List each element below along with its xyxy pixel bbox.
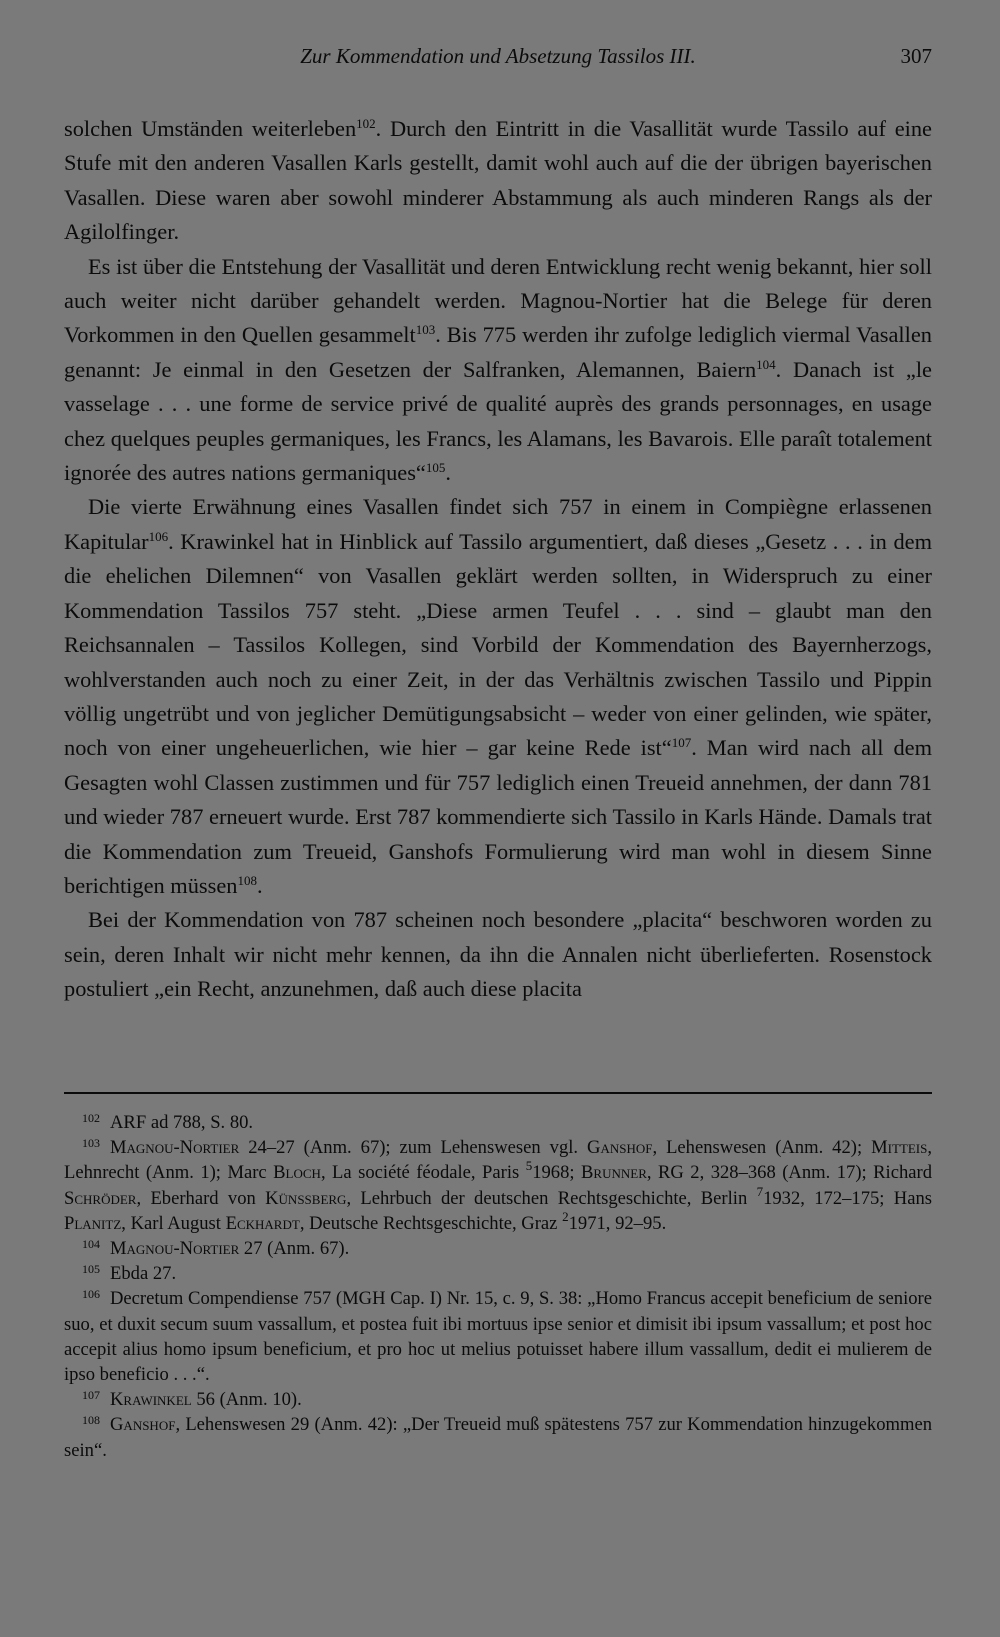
text-run: . Danach ist „le vasselage . . . une forme de service privé de qualité auprès des grands personnages, en usage chez quelques peuples germaniques, les Francs, les Alamans, les Bavarois. Elle paraît totalement ignorée des autres nations germaniques“ [64,356,932,486]
author-name: Eckhardt [225,1212,300,1234]
footnote-text: , Eberhard von [136,1187,266,1209]
author-name: Brunner [581,1162,647,1184]
footnote-102 [64,1110,932,1135]
author-name: Krawinkel [110,1389,192,1411]
author-name: Ganshof [110,1414,176,1436]
footnote-text: ARF ad 788, S. 80. [110,1112,254,1133]
footnote-108 [64,1412,932,1462]
footnote-text: 1968; [532,1162,582,1184]
footnote-ref-105[interactable]: 105 [425,460,446,476]
footnote-text: , Karl August [121,1212,226,1234]
author-name: Magnou-Nortier [110,1137,240,1159]
author-name: Mitteis [871,1137,928,1159]
footnote-ref-106[interactable]: 106 [148,528,169,544]
text-run: Die vierte Erwähnung eines Vasallen findet sich 757 in einem in Compiègne erlassenen Kapitular [64,494,932,554]
footnote-105 [64,1261,932,1286]
footnote-103 [64,1135,932,1236]
footnote-number: 108 [82,1413,100,1428]
footnote-text: , La société féodale, Paris [320,1162,526,1184]
running-title: Zur Kommendation und Absetzung Tassilos III. [300,44,696,68]
footnote-104 [64,1236,932,1261]
footnote-text: , Lehnrecht (Anm. 1); Marc [64,1137,932,1184]
paragraph-1 [64,112,932,250]
footnote-number: 104 [82,1237,100,1252]
footnote-text: 27 (Anm. 67). [239,1238,350,1260]
text-run: . Bis 775 werden ihr zufolge lediglich viermal Vasallen genannt: Je einmal in den Gesetzen der Salfranken, Alemannen, Baiern [64,322,932,382]
text-run: Es ist über die Entstehung der Vasallität und deren Entwicklung recht wenig bekannt, hier soll auch weiter nicht darüber gehandelt werden. Magnou-Nortier hat die Belege für deren Vorkommen in den Quellen gesammelt [64,253,932,348]
footnote-divider [64,1092,932,1094]
footnote-text: 1932, 172–175; Hans [763,1187,932,1209]
footnote-106 [64,1286,932,1387]
footnote-ref-102[interactable]: 102 [356,116,376,131]
footnote-text: , Deutsche Rechtsgeschichte, Graz [299,1212,563,1234]
text-run: Bei der Kommendation von 787 scheinen noch besondere „placita“ beschworen worden zu sein, deren Inhalt wir nicht mehr kennen, da ihn die Annalen nicht überlieferten. Rosenstock postuliert „ein Recht, anzunehmen, daß auch diese placita [64,907,932,1002]
footnote-text: , RG 2, 328–368 (Anm. 17); Richard [646,1162,932,1184]
page-header [64,44,932,78]
footnote-number: 105 [82,1262,100,1277]
footnote-ref-108[interactable]: 108 [237,872,257,888]
paragraph-4 [64,903,932,1006]
footnote-ref-103[interactable]: 103 [415,322,436,338]
footnote-107 [64,1387,932,1412]
author-name: Planitz [64,1212,122,1234]
footnote-text: , Lehrbuch der deutschen Rechtsgeschichte, Berlin [346,1187,757,1209]
text-run: . Krawinkel hat in Hinblick auf Tassilo argumentiert, daß dieses „Gesetz . . . in dem die ehelichen Dilemnen“ von Vasallen geklärt werden sollten, in Widerspruch zu einer Kommendation Tassilos 757 steht. „Diese armen Teufel . . . sind – glaubt man den Reichsannalen – Tassilos Kollegen, sind Vorbild der Kommendation des Bayernherzogs, wohlverstanden auch noch zu einer Zeit, in der das Verhältnis zwischen Tassilo und Pippin völlig ungetrübt und von jeglicher Demütigungsabsicht – weder von einer gelinden, wie später, noch von einer ungeheuerlichen, wie hier – gar keine Rede ist“ [64,528,932,761]
edition-number: 2 [562,1208,569,1224]
footnote-number: 106 [82,1287,100,1302]
page-number: 307 [900,44,932,68]
author-name: Magnou-Nortier [110,1238,240,1260]
footnote-text: , Lehenswesen (Anm. 42); [652,1137,872,1159]
paragraph-2 [64,250,932,491]
footnote-number: 103 [82,1136,100,1151]
footnote-text: Ebda 27. [110,1263,177,1285]
footnote-number: 107 [82,1388,100,1403]
author-name: Schröder [64,1187,137,1209]
text-run: . [445,460,451,486]
paragraph-3 [64,490,932,903]
text-run: . Durch den Eintritt in die Vasallität wurde Tassilo auf eine Stufe mit den anderen Vasallen Karls gestellt, damit wohl auch auf die der übrigen bayerischen Vasallen. Diese waren aber sowohl minderer Abstammung als auch minderen Rangs als der Agilolfinger. [64,116,932,245]
footnote-text: , Lehenswesen 29 (Anm. 42): „Der Treueid muß spätestens 757 zur Kommendation hinzugekommen sein“. [64,1414,932,1461]
text-run: . [256,872,263,898]
footnote-ref-107[interactable]: 107 [671,735,692,751]
author-name: Bloch [273,1162,321,1184]
edition-number: 7 [756,1183,764,1199]
footnote-text: 1971, 92–95. [568,1212,667,1234]
author-name: Künssberg [265,1187,347,1209]
author-name: Ganshof [587,1137,653,1159]
text-run: solchen Umständen weiterleben [64,116,357,141]
footnote-text: 56 (Anm. 10). [191,1389,302,1411]
footnotes [64,1110,932,1463]
footnote-text: 24–27 (Anm. 67); zum Lehenswesen vgl. [239,1137,588,1159]
edition-number: 5 [525,1158,533,1174]
footnote-text: Decretum Compendiense 757 (MGH Cap. I) Nr. 15, c. 9, S. 38: „Homo Francus accepit beneficium de seniore suo, et duxit secum suum vassallum, et postea fuit ibi mortuus ipse senior et dimisit ibi ipsum vassallum; et post hoc accepit alius homo ipsum beneficium, et pro hoc ut melius potuisset habere illum vassallum, dedit ei mulierem de ipso beneficio . . .“. [64,1288,932,1386]
footnote-number: 102 [82,1111,100,1125]
text-run: . Man wird nach all dem Gesagten wohl Classen zustimmen und für 757 lediglich einen Treueid annehmen, der dann 781 und wieder 787 erneuert wurde. Erst 787 kommendierte sich Tassilo in Karls Hände. Damals trat die Kommendation zum Treueid, Ganshofs Formulierung wird man wohl in diesem Sinne berichtigen müssen [64,735,932,898]
footnote-ref-104[interactable]: 104 [756,356,776,372]
main-text [64,112,932,1007]
